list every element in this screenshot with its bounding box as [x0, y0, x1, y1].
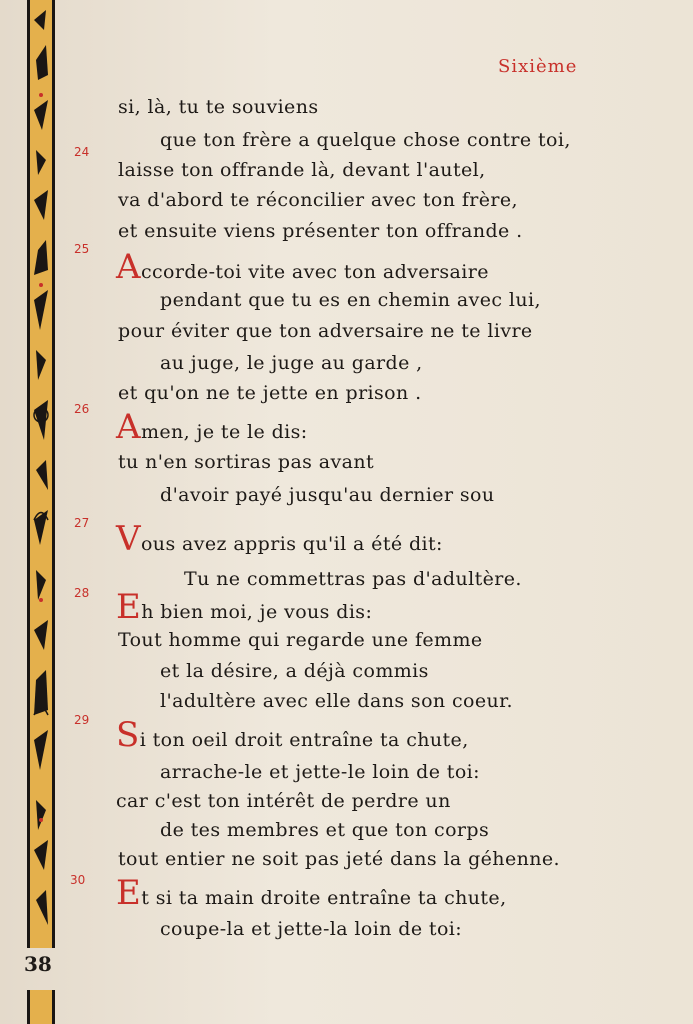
verse-line: coupe-la et jette-la loin de toi: [160, 918, 463, 940]
verse-number: 26 [74, 402, 90, 416]
verse-line: pour éviter que ton adversaire ne te livre [118, 320, 533, 342]
verse-line-first: Et si ta main droite entraîne ta chute, [116, 873, 507, 913]
drop-cap: E [116, 873, 142, 913]
verse-line: que ton frère a quelque chose contre toi, [160, 129, 571, 151]
verse-line: pendant que tu es en chemin avec lui, [160, 289, 541, 311]
verse-line: d'avoir payé jusqu'au dernier sou [160, 484, 495, 506]
verse-line-first: Si ton oeil droit entraîne ta chute, [116, 715, 469, 755]
verse-line: Tu ne commettras pas d'adultère. [184, 568, 522, 590]
drop-cap: S [116, 715, 140, 755]
drop-cap: E [116, 587, 142, 627]
verse-line: tu n'en sortiras pas avant [118, 451, 375, 473]
verse-line: et qu'on ne te jette en prison . [118, 382, 422, 404]
verse-line-first: Amen, je te le dis: [116, 407, 308, 447]
verse-number: 24 [74, 145, 90, 159]
verse-line: l'adultère avec elle dans son coeur. [160, 690, 513, 712]
border-ornament-icon [30, 0, 52, 948]
verse-number: 28 [74, 586, 90, 600]
verse-line-first: Vous avez appris qu'il a été dit: [116, 519, 443, 559]
verse-line: de tes membres et que ton corps [160, 819, 490, 841]
verse-line: va d'abord te réconcilier avec ton frère, [118, 189, 518, 211]
verse-line: tout entier ne soit pas jeté dans la géhenne. [118, 848, 560, 870]
verse-line: si, là, tu te souviens [118, 96, 319, 118]
drop-cap: A [116, 247, 141, 287]
verse-number: 30 [70, 873, 86, 887]
section-header: Sixième [498, 56, 578, 77]
verse-line-first: Accorde-toi vite avec ton adversaire [116, 247, 489, 287]
verse-line: et ensuite viens présenter ton offrande . [118, 220, 523, 242]
verse-line: au juge, le juge au garde , [160, 352, 423, 374]
verse-line: arrache-le et jette-le loin de toi: [160, 761, 480, 783]
verse-line: et la désire, a déjà commis [160, 660, 429, 682]
verse-number: 27 [74, 516, 90, 530]
verse-line-first: Eh bien moi, je vous dis: [116, 587, 373, 627]
drop-cap: V [116, 519, 141, 559]
verse-number: 29 [74, 713, 90, 727]
decorative-border-bottom [27, 990, 55, 1024]
verse-number: 25 [74, 242, 90, 256]
verse-line: laisse ton offrande là, devant l'autel, [118, 159, 486, 181]
drop-cap: A [116, 407, 141, 447]
decorative-border [27, 0, 55, 948]
verse-line: Tout homme qui regarde une femme [118, 629, 483, 651]
page-number: 38 [24, 952, 52, 976]
verse-line: car c'est ton intérêt de perdre un [116, 790, 451, 812]
